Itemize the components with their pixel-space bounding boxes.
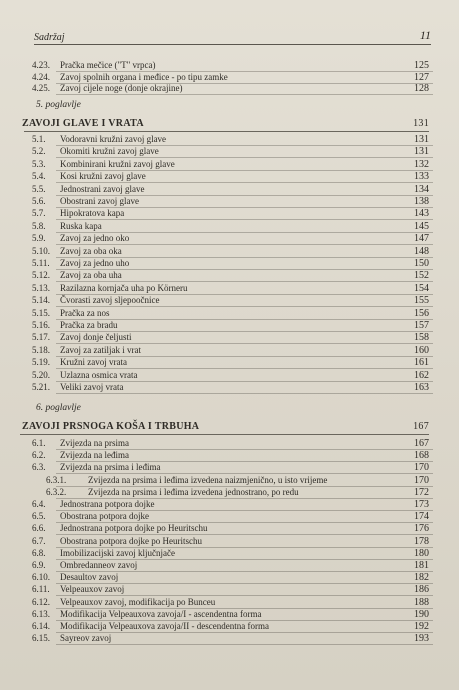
- entry-number: 6.15.: [32, 633, 50, 644]
- entry-number: 6.12.: [32, 596, 50, 607]
- entry-page: 174: [414, 511, 429, 523]
- entry-title: Zvijezda na prsima: [60, 438, 129, 448]
- toc-entry: [0, 357, 459, 369]
- entry-title: Desaultov zavoj: [60, 572, 119, 583]
- entry-title: Modifikacija Velpeauxova zavoja/II - descendentna forma: [60, 621, 269, 631]
- entry-title: Zavoj za jedno oko: [60, 233, 130, 244]
- chapter-title: [22, 118, 429, 129]
- chapter-label: 6. poglavlje: [36, 403, 81, 413]
- entry-underline: [56, 393, 433, 394]
- toc-entry: [0, 597, 459, 609]
- entry-title: Zavoj cijele noge (donje okrajine): [60, 83, 183, 93]
- toc-entry: [0, 60, 459, 72]
- entry-number: 6.8.: [32, 547, 46, 558]
- entry-number: 5.6.: [32, 196, 46, 206]
- entry-title: Obostrana potpora dojke: [60, 511, 149, 522]
- entry-title: Jednostrana potpora dojke: [60, 499, 155, 509]
- toc-entry: [0, 320, 459, 332]
- entry-page: 188: [414, 596, 429, 608]
- entry-page: 168: [414, 450, 429, 462]
- entry-page: 156: [414, 307, 429, 319]
- entry-title: Uzlazna osmica vrata: [60, 369, 138, 380]
- entry-title: Okomiti kružni zavoj glave: [60, 146, 159, 157]
- entry-title: Imobilizacijski zavoj ključnjače: [60, 547, 175, 558]
- entry-title: Velpeauxov zavoj, modifikacija po Bunceu: [60, 596, 216, 607]
- entry-title: Zvijezda na prsima i leđima izvedena naizmjenično, u isto vrijeme: [88, 474, 328, 485]
- entry-page: 155: [414, 295, 429, 307]
- entry-title: Zavoj za zatiljak i vrat: [60, 344, 141, 355]
- entry-number: 5.13.: [32, 282, 50, 293]
- entry-number: 4.23.: [32, 60, 50, 70]
- toc-entry: [0, 196, 459, 208]
- entry-title: Pračka mečice ("T" vrpca): [60, 60, 156, 70]
- toc-entry: [0, 246, 459, 258]
- entry-number: 6.5.: [32, 511, 46, 522]
- entry-number: 5.1.: [32, 134, 46, 144]
- entry-page: 176: [414, 523, 429, 535]
- entry-page: 148: [414, 245, 429, 257]
- entry-title: Jednostrana potpora dojke po Heuritschu: [60, 523, 208, 534]
- entry-number: 6.4.: [32, 499, 46, 509]
- chapter-title-text: ZAVOJI GLAVE I VRATA: [22, 118, 144, 129]
- toc-entry: [0, 308, 459, 320]
- toc-entry: [0, 370, 459, 382]
- entry-title: Zavoj za oba uha: [60, 270, 122, 281]
- entry-title: Zavoj spolnih organa i međice - po tipu zamke: [60, 71, 228, 82]
- entry-title: Sayreov zavoj: [60, 633, 112, 644]
- toc-entry: [0, 258, 459, 270]
- entry-title: Obostrani zavoj glave: [60, 196, 139, 206]
- entry-number: 6.1.: [32, 438, 46, 448]
- entry-page: 147: [414, 233, 429, 245]
- toc-entry: [0, 221, 459, 233]
- entry-number: 6.7.: [32, 535, 46, 546]
- toc-entry: [0, 560, 459, 572]
- entry-page: 128: [414, 83, 429, 94]
- chapter-title: [22, 421, 429, 432]
- toc-entry: [0, 475, 459, 487]
- entry-number: 5.9.: [32, 233, 46, 244]
- entry-page: 186: [414, 584, 429, 596]
- toc-entry: [0, 146, 459, 158]
- entry-page: 190: [414, 608, 429, 620]
- entry-title: Vodoravni kružni zavoj glave: [60, 134, 167, 144]
- toc-entry: [0, 345, 459, 357]
- entry-page: 161: [414, 357, 429, 369]
- entry-title: Kosi kružni zavoj glave: [60, 171, 146, 182]
- entry-page: 125: [414, 60, 429, 71]
- entry-page: 134: [414, 183, 429, 195]
- entry-title: Velpeauxov zavoj: [60, 584, 125, 595]
- entry-number: 5.21.: [32, 382, 50, 392]
- entry-page: 138: [414, 196, 429, 207]
- entry-number: 5.12.: [32, 270, 50, 281]
- toc-entry: [0, 295, 459, 307]
- toc-entry: [0, 511, 459, 523]
- entry-page: 152: [414, 270, 429, 282]
- entry-number: 5.15.: [32, 307, 50, 318]
- toc-entry: [0, 523, 459, 535]
- entry-page: 180: [414, 547, 429, 559]
- entry-number: 5.4.: [32, 171, 46, 182]
- entry-page: 131: [414, 146, 429, 158]
- toc-entry: [0, 548, 459, 560]
- entry-number: 6.2.: [32, 450, 46, 461]
- entry-title: Ruska kapa: [60, 220, 102, 231]
- entry-page: 132: [414, 158, 429, 170]
- entry-title: Zvijezda na leđima: [60, 450, 129, 461]
- entry-number: 6.3.1.: [46, 474, 67, 485]
- entry-number: 6.6.: [32, 523, 46, 534]
- entry-number: 5.18.: [32, 344, 50, 355]
- entry-title: Razilazna kornjača uha po Körneru: [60, 282, 188, 293]
- entry-number: 5.19.: [32, 357, 50, 368]
- entry-number: 5.5.: [32, 183, 46, 194]
- entry-title: Jednostrani zavoj glave: [60, 183, 145, 194]
- entry-number: 5.17.: [32, 332, 50, 343]
- toc-entry: [0, 621, 459, 633]
- entry-number: 6.10.: [32, 572, 50, 583]
- toc-entry: [0, 450, 459, 462]
- chapter-title-text: ZAVOJI PRSNOGA KOŠA I TRBUHA: [22, 421, 200, 432]
- toc-entry: [0, 584, 459, 596]
- entry-page: 170: [414, 474, 429, 486]
- entry-number: 4.25.: [32, 83, 50, 93]
- entry-page: 133: [414, 171, 429, 183]
- chapter-page: 131: [413, 118, 429, 129]
- entry-title: Pračka za nos: [60, 307, 110, 318]
- entry-page: 162: [414, 369, 429, 381]
- entry-page: 170: [414, 462, 429, 474]
- entry-title: Modifikacija Velpeauxova zavoja/I - ascendentna forma: [60, 608, 262, 619]
- header-section: Sadržaj: [34, 32, 65, 43]
- entry-number: 5.3.: [32, 158, 46, 169]
- entry-number: 5.10.: [32, 245, 50, 256]
- running-header: [34, 30, 431, 45]
- entry-title: Zvijezda na prsima i leđima: [60, 462, 161, 473]
- entry-underline: [56, 94, 433, 95]
- entry-title: Hipokratova kapa: [60, 208, 125, 219]
- entry-page: 181: [414, 560, 429, 571]
- entry-page: 145: [414, 220, 429, 232]
- toc-entry: [0, 208, 459, 220]
- toc-entry: [0, 159, 459, 171]
- toc-entry: [0, 83, 459, 95]
- entry-number: 5.11.: [32, 258, 50, 268]
- chapter-page: 167: [413, 421, 429, 432]
- entry-title: Veliki zavoj vrata: [60, 382, 124, 392]
- entry-page: 160: [414, 344, 429, 356]
- toc-entry: [0, 184, 459, 196]
- entry-title: Zavoj za jedno uho: [60, 258, 130, 268]
- header-page-number: 11: [419, 28, 431, 42]
- chapter-label: 5. poglavlje: [36, 100, 81, 110]
- entry-number: 5.16.: [32, 320, 50, 330]
- entry-page: 167: [414, 438, 429, 449]
- entry-number: 6.14.: [32, 621, 50, 631]
- toc-entry: [0, 438, 459, 450]
- entry-number: 5.7.: [32, 208, 46, 219]
- entry-page: 182: [414, 572, 429, 584]
- entry-page: 143: [414, 208, 429, 220]
- entry-page: 150: [414, 258, 429, 269]
- toc-entry: [0, 462, 459, 474]
- entry-title: Kombinirani kružni zavoj glave: [60, 158, 175, 169]
- entry-number: 5.2.: [32, 146, 46, 157]
- toc-entry: [0, 171, 459, 183]
- entry-number: 6.3.2.: [46, 486, 67, 497]
- entry-page: 193: [414, 633, 429, 645]
- divider: [24, 131, 429, 132]
- toc-entry: [0, 134, 459, 146]
- entry-title: Ombredanneov zavoj: [60, 560, 138, 570]
- entry-number: 6.3.: [32, 462, 46, 473]
- entry-page: 163: [414, 382, 429, 393]
- entry-title: Zvijezda na prsima i leđima izvedena jednostrano, po redu: [88, 486, 299, 497]
- entry-page: 172: [414, 486, 429, 498]
- entry-page: 173: [414, 499, 429, 510]
- toc-entry: [0, 270, 459, 282]
- toc-entry: [0, 283, 459, 295]
- entry-title: Čvorasti zavoj sljepoočnice: [60, 295, 160, 306]
- entry-underline: [56, 644, 433, 645]
- entry-page: 157: [414, 320, 429, 331]
- entry-number: 6.9.: [32, 560, 46, 570]
- toc-entry: [0, 536, 459, 548]
- entry-number: 5.14.: [32, 295, 50, 306]
- entry-number: 6.11.: [32, 584, 50, 595]
- toc-entry: [0, 609, 459, 621]
- toc-entry: [0, 572, 459, 584]
- entry-page: 127: [414, 71, 429, 83]
- toc-entry: [0, 633, 459, 645]
- toc-entry: [0, 382, 459, 394]
- entry-page: 192: [414, 621, 429, 632]
- entry-title: Zavoj za oba oka: [60, 245, 122, 256]
- entry-title: Zavoj donje čeljusti: [60, 332, 132, 343]
- entry-page: 131: [414, 134, 429, 145]
- toc-entry: [0, 487, 459, 499]
- toc-entry: [0, 72, 459, 84]
- toc-entry: [0, 499, 459, 511]
- entry-number: 5.8.: [32, 220, 46, 231]
- entry-number: 6.13.: [32, 608, 50, 619]
- divider: [20, 434, 429, 435]
- entry-number: 4.24.: [32, 71, 50, 82]
- toc-entry: [0, 332, 459, 344]
- toc-entry: [0, 233, 459, 245]
- entry-number: 5.20.: [32, 369, 50, 380]
- entry-title: Obostrana potpora dojke po Heuritschu: [60, 535, 202, 546]
- entry-page: 178: [414, 535, 429, 547]
- entry-page: 158: [414, 332, 429, 344]
- entry-title: Kružni zavoj vrata: [60, 357, 127, 368]
- entry-page: 154: [414, 282, 429, 294]
- entry-title: Pračka za bradu: [60, 320, 118, 330]
